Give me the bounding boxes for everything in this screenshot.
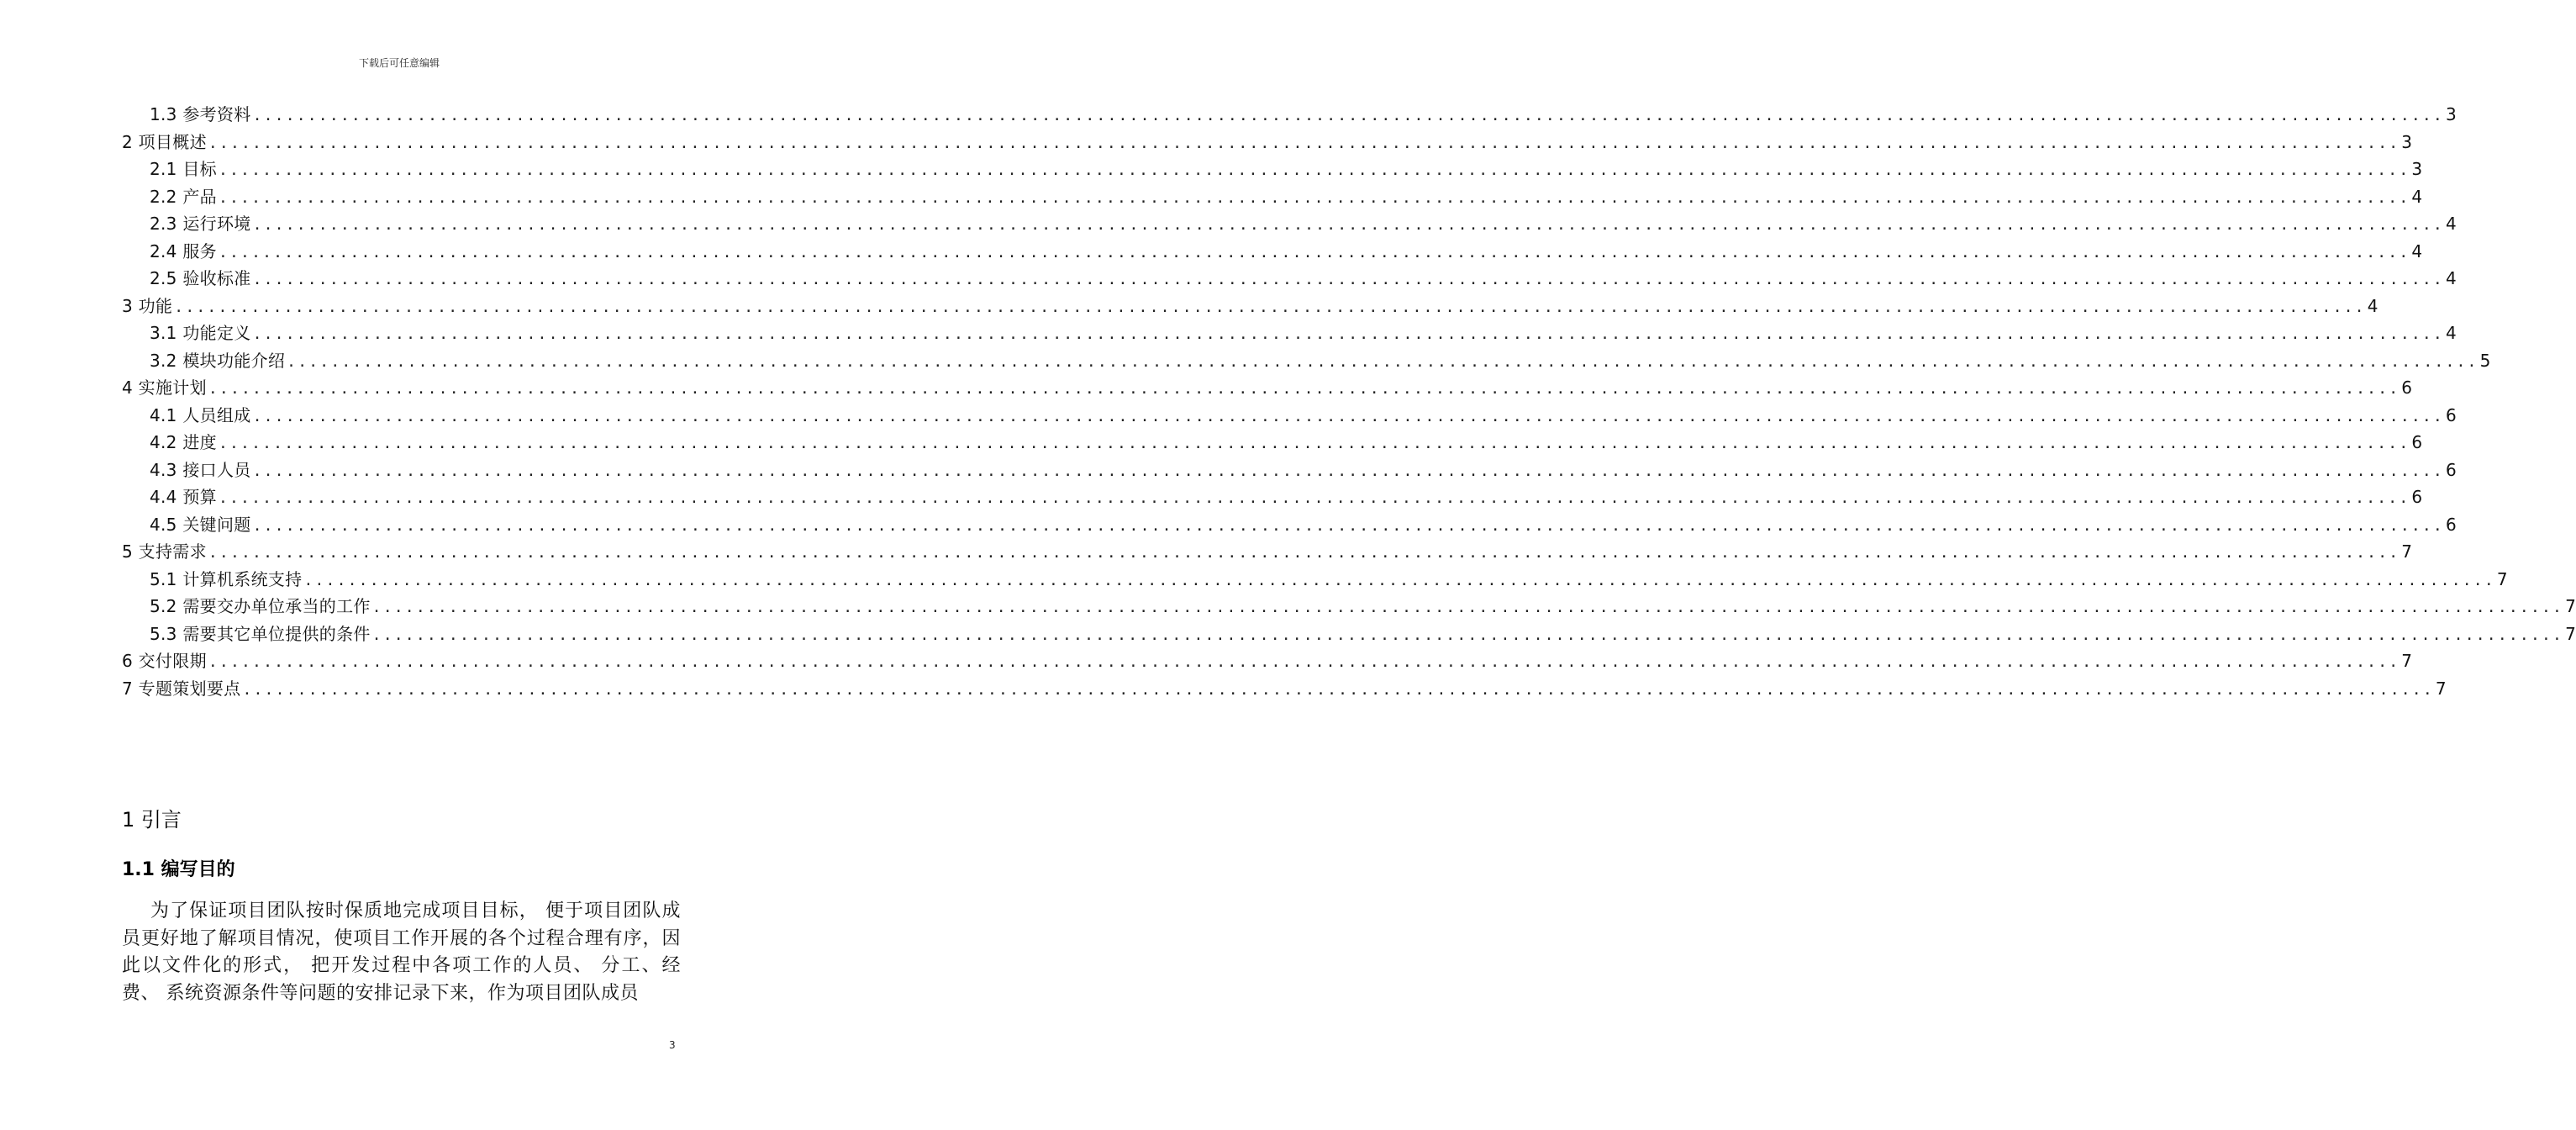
toc-entry-page: 4	[2445, 323, 2457, 343]
toc-dot-leader: ........................................................................................................................................................................................................	[218, 489, 2410, 507]
toc-entry-title: 4.2 进度	[150, 432, 217, 452]
toc-entry-title: 7 专题策划要点	[122, 678, 241, 699]
toc-dot-leader: ........................................................................................................................................................................................................	[252, 216, 2444, 234]
toc-entry-page: 6	[2445, 459, 2457, 480]
toc-entry[interactable]	[122, 647, 2413, 675]
body-paragraph: 为了保证项目团队按时保质地完成项目目标， 便于项目团队成员更好地了解项目情况，使项目工作开展的各个过程合理有序，因此以文件化的形式， 把开发过程中各项工作的人员、 分工、经费、 系统资源条件等问题的安排记录下来，作为项目团队成员	[122, 900, 681, 1004]
toc-entry-title: 5.3 需要其它单位提供的条件	[150, 623, 371, 644]
toc-entry[interactable]	[122, 538, 2413, 566]
toc-entry[interactable]	[122, 265, 2457, 293]
subsection-heading: 1.1 编写目的	[122, 859, 235, 880]
toc-entry-page: 7	[2401, 541, 2413, 562]
toc-entry-title: 1.3 参考资料	[150, 104, 251, 124]
toc-dot-leader: ........................................................................................................................................................................................................	[174, 298, 2366, 316]
toc-entry[interactable]	[122, 402, 2457, 430]
toc-entry-title: 3 功能	[122, 295, 173, 316]
toc-entry-page: 6	[2445, 404, 2457, 425]
toc-dot-leader: ........................................................................................................................................................................................................	[303, 571, 2495, 589]
toc-dot-leader: ........................................................................................................................................................................................................	[218, 161, 2410, 179]
toc-entry[interactable]	[122, 156, 2423, 183]
toc-dot-leader: ........................................................................................................................................................................................................	[208, 134, 2400, 152]
toc-entry[interactable]	[122, 483, 2423, 511]
toc-entry-title: 3.1 功能定义	[150, 323, 251, 343]
toc-entry-page: 7	[2565, 596, 2576, 616]
toc-entry-title: 5 支持需求	[122, 541, 207, 562]
toc-entry-page: 7	[2496, 568, 2508, 589]
toc-entry-page: 6	[2445, 514, 2457, 535]
toc-dot-leader: ........................................................................................................................................................................................................	[252, 407, 2444, 425]
toc-dot-leader: ........................................................................................................................................................................................................	[252, 325, 2444, 343]
toc-entry-page: 7	[2401, 651, 2413, 671]
toc-entry-title: 3.2 模块功能介绍	[150, 350, 286, 371]
toc-entry-page: 4	[2367, 295, 2378, 316]
toc-entry[interactable]	[122, 238, 2423, 266]
table-of-contents	[122, 101, 2576, 702]
toc-entry-page: 5	[2479, 350, 2491, 371]
toc-entry-title: 2.1 目标	[150, 159, 217, 179]
toc-entry[interactable]	[122, 675, 2447, 703]
toc-dot-leader: ........................................................................................................................................................................................................	[252, 271, 2444, 288]
toc-entry-page: 6	[2401, 378, 2413, 398]
toc-entry-title: 4 实施计划	[122, 378, 207, 398]
toc-dot-leader: ........................................................................................................................................................................................................	[242, 680, 2434, 699]
toc-entry-page: 4	[2445, 214, 2457, 234]
toc-entry-title: 4.1 人员组成	[150, 404, 251, 425]
toc-entry[interactable]	[122, 101, 2457, 129]
toc-dot-leader: ........................................................................................................................................................................................................	[287, 352, 2479, 371]
toc-entry[interactable]	[122, 511, 2457, 539]
toc-entry-title: 2 项目概述	[122, 131, 207, 152]
toc-entry[interactable]	[122, 183, 2423, 211]
toc-entry[interactable]	[122, 566, 2508, 594]
toc-dot-leader: ........................................................................................................................................................................................................	[208, 380, 2400, 398]
toc-entry-title: 4.3 接口人员	[150, 459, 251, 480]
toc-dot-leader: ........................................................................................................................................................................................................	[218, 435, 2410, 452]
toc-entry-page: 4	[2445, 268, 2457, 288]
toc-entry-page: 4	[2411, 186, 2423, 207]
toc-entry-title: 2.2 产品	[150, 186, 217, 207]
toc-entry[interactable]	[122, 593, 2576, 620]
toc-entry-page: 3	[2445, 104, 2457, 124]
toc-entry-page: 3	[2411, 159, 2423, 179]
toc-entry[interactable]	[122, 347, 2491, 375]
toc-dot-leader: ........................................................................................................................................................................................................	[252, 516, 2444, 535]
toc-entry[interactable]	[122, 374, 2413, 402]
toc-entry-page: 7	[2565, 623, 2576, 644]
toc-entry-page: 3	[2401, 131, 2413, 152]
toc-entry-title: 6 交付限期	[122, 651, 207, 671]
page-header: 下载后可任意编辑	[358, 57, 440, 69]
toc-entry-title: 4.5 关键问题	[150, 514, 251, 535]
toc-entry[interactable]	[122, 620, 2576, 648]
toc-entry-title: 2.5 验收标准	[150, 268, 251, 288]
toc-entry[interactable]	[122, 293, 2378, 320]
toc-entry-title: 2.3 运行环境	[150, 214, 251, 234]
toc-entry[interactable]	[122, 457, 2457, 484]
toc-entry-title: 4.4 预算	[150, 487, 217, 507]
toc-entry-title: 5.1 计算机系统支持	[150, 568, 303, 589]
toc-entry-page: 6	[2411, 487, 2423, 507]
toc-entry[interactable]	[122, 429, 2423, 457]
toc-dot-leader: ........................................................................................................................................................................................................	[218, 188, 2410, 207]
toc-entry-page: 7	[2435, 678, 2447, 699]
toc-dot-leader: ........................................................................................................................................................................................................	[208, 544, 2400, 562]
page-number: 3	[669, 1039, 676, 1051]
toc-entry[interactable]	[122, 319, 2457, 347]
toc-entry-title: 5.2 需要交办单位承当的工作	[150, 596, 371, 616]
toc-dot-leader: ........................................................................................................................................................................................................	[371, 626, 2564, 644]
toc-dot-leader: ........................................................................................................................................................................................................	[252, 462, 2444, 480]
toc-dot-leader: ........................................................................................................................................................................................................	[252, 107, 2444, 124]
toc-dot-leader: ........................................................................................................................................................................................................	[218, 243, 2410, 261]
toc-entry-title: 2.4 服务	[150, 240, 217, 261]
toc-dot-leader: ........................................................................................................................................................................................................	[371, 599, 2564, 616]
toc-entry[interactable]	[122, 210, 2457, 238]
toc-entry-page: 4	[2411, 240, 2423, 261]
section-heading: 1 引言	[122, 808, 182, 832]
toc-entry[interactable]	[122, 129, 2413, 156]
toc-dot-leader: ........................................................................................................................................................................................................	[208, 653, 2400, 671]
toc-entry-page: 6	[2411, 432, 2423, 452]
